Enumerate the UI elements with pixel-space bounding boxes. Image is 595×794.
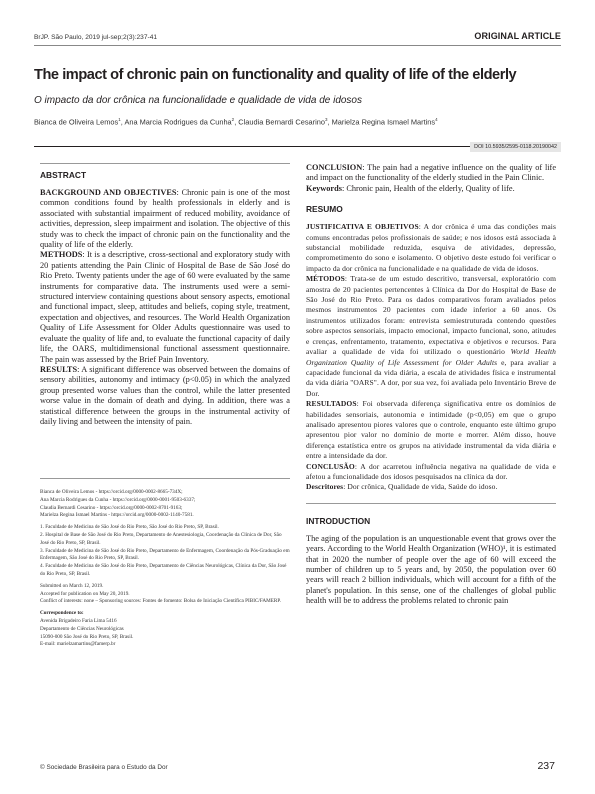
metodos-label: MÉTODOS [306,274,345,284]
copyright-notice: © Sociedade Brasileira para o Estudo da Dor [40,764,168,771]
background-label: BACKGROUND AND OBJECTIVES [40,188,177,197]
methods-label: METHODS [40,250,83,260]
correspondence-department: Departamento de Ciências Neurológicas [40,625,124,632]
right-column [306,163,556,607]
metodos-text-continued: e, para avaliar a capacidade funcional da vida diária, a escala de atividades física e instrumental da vida diária "OARS". A dor, por sua vez, foi avaliada pelo Inventário Breve de Dor. [306,357,556,398]
author-name: Marielza Regina Ismael Martins [331,117,436,127]
orcid-line[interactable]: Ana Marcia Rodrigues da Cunha - https://orcid.org/0000-0001-9503-6337; [40,496,196,503]
correspondence-address: Avenida Brigadeiro Faria Lima 5416 [40,617,117,624]
metodos-italic-title: World Health Organization Quality of Life Assessment for Older Adults [306,347,556,367]
metodos-text: : Trata-se de um estudo descritivo, transversal, exploratório com amostra de 20 pacientes pertencentes à Clínica da Dor do Hospital de Base de São José do Rio Preto. Para os dados comparativos foram avaliados pelos mesmos instrumentos 20 pacientes com idade inferior a 60 anos. Os instrumentos utilizados foram: entrevista semiestruturada contendo questões sobre aspectos sensoriais, impacto emocional, impacto funcional, sono, atitudes e crenças, enfrentamento, tratamento, expectativa e objetivos e recursos. Para avaliar a qualidade de vida foi utilizado o questionário [306,274,556,357]
abstract-top-rule [40,163,290,164]
author-name: Ana Marcia Rodrigues da Cunha [124,117,232,127]
keywords-text: : Chronic pain, Health of the elderly, Quality of life. [341,183,515,193]
resumo-resultados [306,399,556,461]
introduction-text: The aging of the population is an unquestionable event that grows over the years. According to the World Health Organization (WHO)¹, it is estimated that in 2020 the number of people over the age of 60 will exceed the number of children up to 5 years and, by 2050, the population over 60 years will reach 2 billion individuals, which will account for a fifth of the planet's population. In this sense, one of the challenges of global public health will be to address the problems related to chronic pain [306,533,556,606]
resumo-conclusao [306,462,556,483]
introduction-heading: INTRODUCTION [306,515,371,526]
orcid-line[interactable]: Marielza Regina Ismael Martins - https://orcid.org/0000-0002-1140-7581. [40,512,194,519]
resumo-heading: RESUMO [306,204,343,215]
author-name: Claudia Bernardi Cesarino [238,117,325,127]
correspondence-city: 15090-000 São José do Rio Preto, SP, Brasil. [40,633,134,640]
descritores-text: : Dor crônica, Qualidade de vida, Saúde do idoso. [343,482,498,492]
article-title: The impact of chronic pain on functionality and quality of life of the elderly [34,67,517,83]
justificativa-label: JUSTIFICATIVA E OBJETIVOS [306,222,419,232]
author-affiliation-number: 2 [231,117,235,122]
resumo-justificativa [306,222,556,274]
doi-badge[interactable]: DOI 10.5935/2595-0118.20190042 [470,142,561,152]
correspondence-email[interactable]: E-mail: marielzamartins@famerp.br [40,641,116,648]
journal-reference: BrJP. São Paulo, 2019 jul-sep;2(3):237-41 [34,34,158,41]
section-label: ORIGINAL ARTICLE [474,31,561,41]
author-name: Bianca de Oliveira Lemos [34,117,119,127]
background-text: : Chronic pain is one of the most common conditions found by health professionals in elderly and is associated with substantial impairment of reduced mobility, avoidance of activities, depression, sleep impairment and isolation. The objective of this study was to check the impact of chronic pain on the functionality and the quality of life of the elderly. [40,188,290,250]
abstract-results [40,365,290,427]
resumo-metodos [306,274,556,399]
abstract-heading: ABSTRACT [40,170,87,180]
correspondence-label: Correspondence to: [40,610,84,617]
institution-line: 2. Hospital de Base de São José do Rio Preto, Departamento de Anestesiologia, Coordenação da Clínica de Dor, São José do Rio Preto, SP, Brasil. [40,531,282,546]
methods-text: : It is a descriptive, cross-sectional and exploratory study with 20 patients attending the Pain Clinic of Hospital de Base de São José do Rio Preto. Twenty patients under the age of 60 were evaluated by the same instruments for comparative data. The instruments used were a semi-structured interview containing questions about sensory aspects, emotional and functional impact, sleep, attitudes and beliefs, coping style, treatment, expectation and objectives, and resources. The World Health Organization Quality of Life Assessment for Older Adults questionnaire was used to evaluate the quality of life and, to evaluate the functional capacity of daily life, the OARS, multidimensional functional assessment questionnaire. The pain was assessed by the Brief Pain Inventory. [40,250,290,364]
conclusao-text: : A dor acarretou influência negativa na qualidade de vida e afetou a funcionalidade dos idosos pesquisados na clínica da dor. [306,461,556,481]
acceptance-date: Accepted for publication on May 20, 2019. [40,590,130,597]
orcid-line[interactable]: Claudia Bernardi Cesarino - https://orcid.org/0000-0002-8701-9163; [40,504,183,511]
author-affiliation-number: 4 [435,117,438,122]
article-subtitle: O impacto da dor crônica na funcionalidade e qualidade de vida de idosos [34,95,362,106]
institution-line: 1. Faculdade de Medicina de São José do Rio Preto, São José do Rio Preto, SP, Brasil. [40,524,219,531]
conclusion-label: CONCLUSION [306,163,363,172]
submission-date: Submitted on March 12, 2019. [40,582,104,589]
justificativa-text: : A dor crônica é uma das condições mais comuns encontradas pelos profissionais de saúde; e nos idosos está associada à substancial mobilidade reduzida, esquiva de atividades, depressão, comprometimento do sono e isolamento. O objetivo deste estudo foi verificar o impacto da dor crônica na funcionalidade e na qualidade de vida de idosos. [306,222,556,273]
keywords [306,184,556,194]
abstract-background [40,188,290,250]
institution-line: 4. Faculdade de Medicina de São José do Rio Preto, Departamento de Ciências Neurológicas, Clínica da Dor, São José do Rio Preto, SP, Brasil. [40,563,287,577]
keywords-label: Keywords [306,183,342,193]
header-divider [34,45,561,46]
resultados-label: RESULTADOS [306,399,357,409]
affiliations-rule [40,478,290,479]
abstract-methods [40,250,290,364]
descritores [306,482,556,492]
abstract-section [40,163,290,427]
resultados-text: : Foi observada diferença significativa entre os domínios de habilidades sensoriais, autonomia e intimidade (p<0,05) em que o grupo analisado apresentou piores valores que o controle, enquanto este último grupo apresentou pior valor no domínio de morte e morrer. Além disso, houve diferença estatística entre os grupos na atividade instrumental da vida diária e entre a intensidade da dor. [306,399,556,461]
conclusao-label: CONCLUSÃO [306,461,355,471]
orcid-line[interactable]: Bianca de Oliveira Lemos - https://orcid.org/0000-0002-8665-734X; [40,489,183,495]
descritores-label: Descritores [306,482,344,492]
institution-line: 3. Faculdade de Medicina de São José do Rio Preto, Departamento de Enfermagem, Coordenação da Pós-Graduação em Enfermagem, São José do Rio Preto, SP, Brasil. [40,547,290,562]
author-affiliation-number: 3 [324,117,328,122]
page-number: 237 [537,760,555,772]
abstract-conclusion [306,163,556,184]
conflict-of-interest: Conflict of interests: none – Sponsoring sources: Fontes de fomento: Bolsa de Iniciação Científica PIBIC/FAMERP. [40,598,281,605]
results-text: : A significant difference was observed between the domains of sensory abilities, autonomy and intimacy (p<0.05) in which the analyzed group presented worse values than the control, while the latter presented worse value in the domain of death and dying. In addition, there was a statistical difference between the groups in the instrumental activity of daily living and between the intensity of pain. [40,364,290,426]
author-list: Bianca de Oliveira Lemos$^1$, Ana Marcia Rodrigues da Cunha$^2$, Claudia Bernardi Cesarino$^3$, Marielza Regina Ismael Martins$^4$ [34,117,438,127]
author-affiliation-number: 1 [118,117,121,122]
introduction-rule [306,503,556,504]
conclusion-text: : The pain had a negative influence on the quality of life and impact on the functionality of the elderly studied in the Pain Clinic. [306,163,556,183]
results-label: RESULTS [40,364,78,374]
affiliations-block [40,478,290,649]
